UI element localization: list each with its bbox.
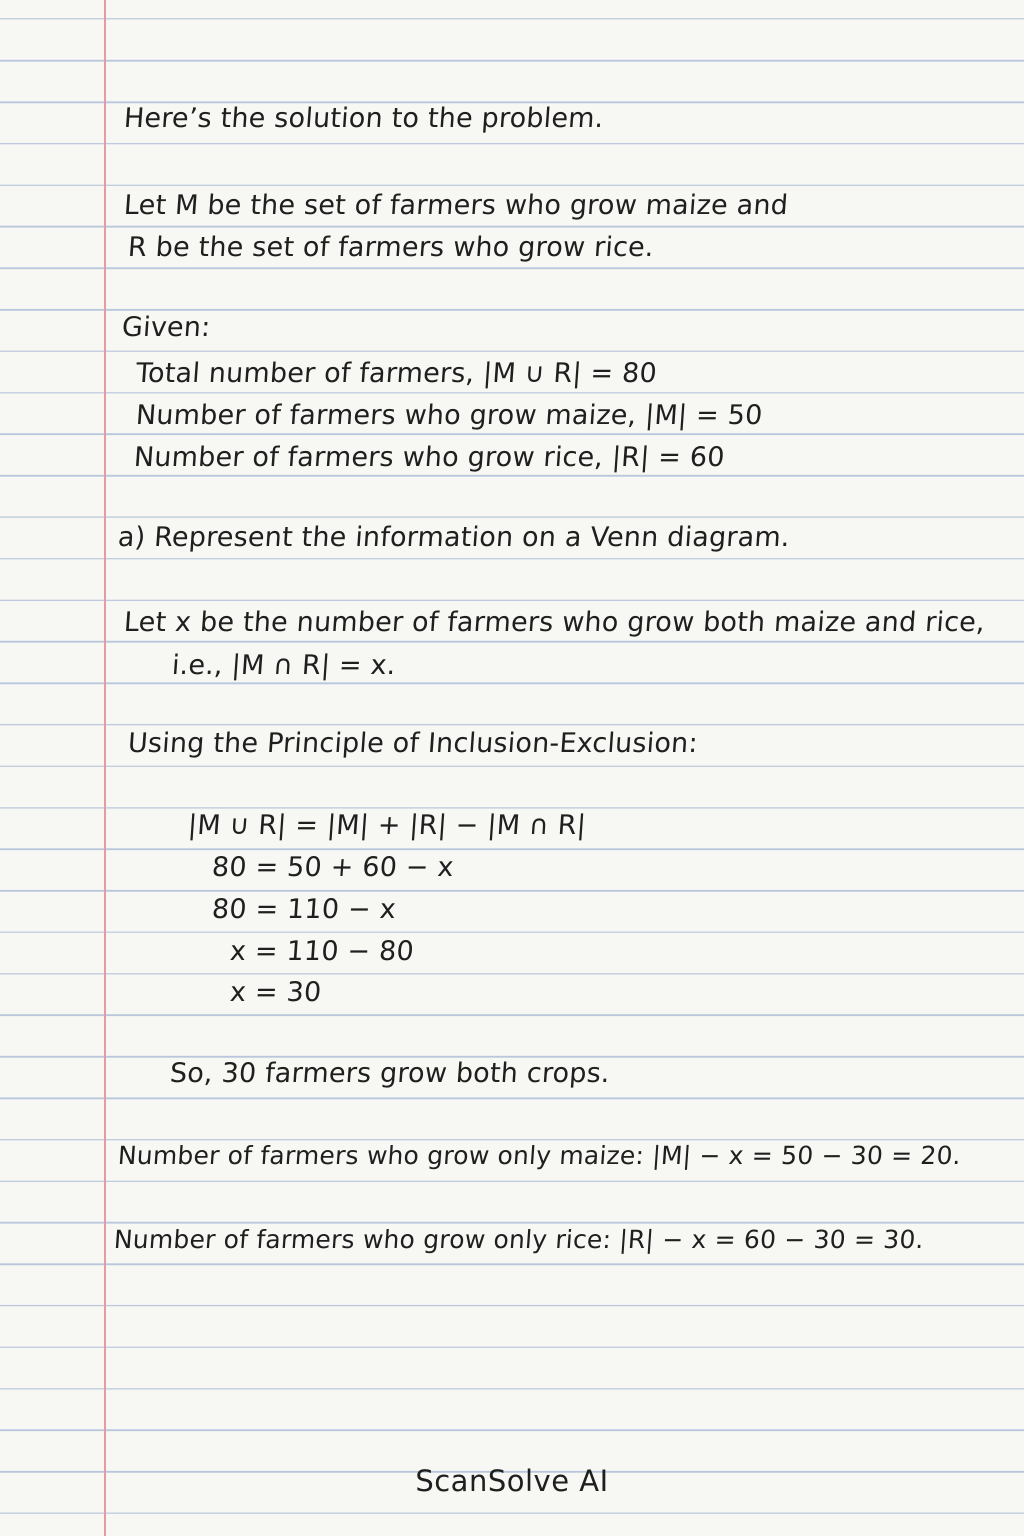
given-heading: Given:	[120, 312, 212, 343]
margin-line	[104, 0, 106, 1536]
intro-text: Here’s the solution to the problem.	[122, 103, 605, 134]
given-item-maize: Number of farmers who grow maize, |M| = 50	[134, 400, 764, 431]
equation-2: 80 = 50 + 60 − x	[210, 852, 455, 883]
only-rice-text: Number of farmers who grow only rice: |R| − x = 60 − 30 = 30.	[112, 1225, 925, 1254]
equation-5: x = 30	[228, 977, 323, 1008]
let-x-line-2: i.e., |M ∩ R| = x.	[170, 650, 397, 681]
definition-line-2: R be the set of farmers who grow rice.	[126, 232, 655, 263]
footer-brand: ScanSolve AI	[415, 1464, 609, 1498]
let-x-line-1: Let x be the number of farmers who grow both maize and rice,	[122, 607, 986, 638]
part-a-prompt: a) Represent the information on a Venn diagram.	[116, 522, 791, 553]
principle-text: Using the Principle of Inclusion-Exclusion:	[126, 728, 699, 759]
equation-3: 80 = 110 − x	[210, 894, 397, 925]
given-item-total: Total number of farmers, |M ∪ R| = 80	[134, 358, 658, 389]
equation-1: |M ∪ R| = |M| + |R| − |M ∩ R|	[186, 810, 588, 841]
equation-4: x = 110 − 80	[228, 936, 415, 967]
given-item-rice: Number of farmers who grow rice, |R| = 60	[132, 442, 726, 473]
only-maize-text: Number of farmers who grow only maize: |M| − x = 50 − 30 = 20.	[116, 1141, 962, 1170]
conclusion-text: So, 30 farmers grow both crops.	[168, 1058, 611, 1089]
definition-line-1: Let M be the set of farmers who grow maize and	[122, 190, 790, 221]
